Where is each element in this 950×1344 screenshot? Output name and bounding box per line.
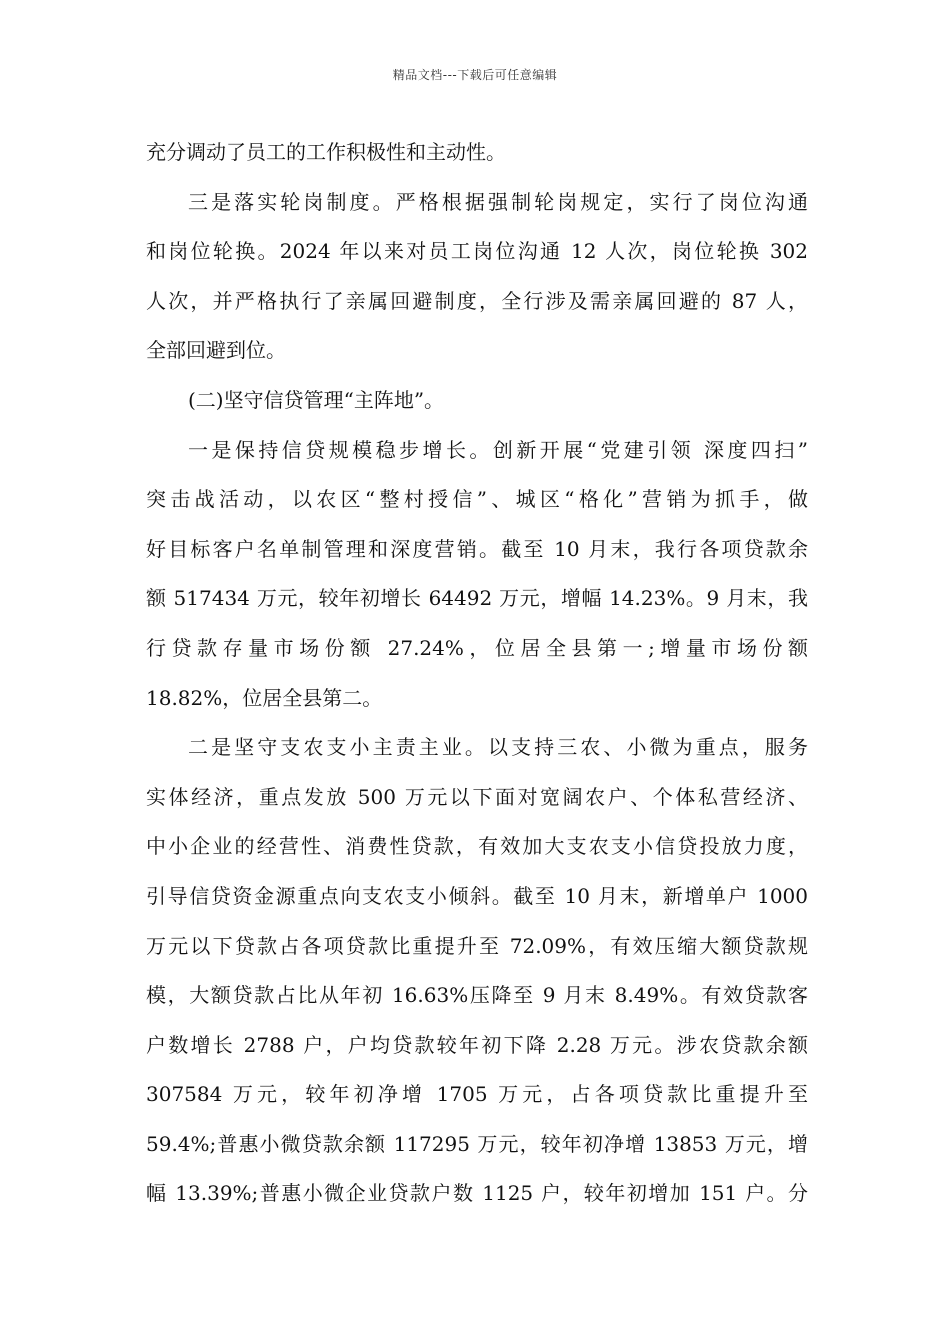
text-line-9: 好目标客户名单制管理和深度营销。截至 10 月末，我行各项贷款余 <box>146 536 808 561</box>
text-line-14: 实体经济，重点发放 500 万元以下面对宽阔农户、个体私营经济、 <box>146 784 808 809</box>
text-line-21: 59.4%;普惠小微贷款余额 117295 万元，较年初净增 13853 万元，增 <box>146 1131 808 1156</box>
text-line-3: 和岗位轮换。2024 年以来对员工岗位沟通 12 人次，岗位轮换 302 <box>146 239 808 264</box>
text-line-13: 二是坚守支农支小主责主业。以支持三农、小微为重点，服务 <box>188 735 808 760</box>
text-line-10: 额 517434 万元，较年初增长 64492 万元，增幅 14.23%。9 月末，我 <box>146 586 808 611</box>
text-line-19: 户数增长 2788 户，户均贷款较年初下降 2.28 万元。涉农贷款余额 <box>146 1032 808 1057</box>
document-body <box>146 128 808 1219</box>
text-line-22: 幅 13.39%;普惠小微企业贷款户数 1125 户，较年初增加 151 户。分 <box>146 1181 808 1206</box>
text-line-12: 18.82%，位居全县第二。 <box>146 685 383 710</box>
text-line-20: 307584 万元，较年初净增 1705 万元，占各项贷款比重提升至 <box>146 1082 808 1107</box>
text-line-11: 行贷款存量市场份额 27.24%，位居全县第一;增量市场份额 <box>146 635 808 660</box>
text-line-1: 充分调动了员工的工作积极性和主动性。 <box>146 140 506 164</box>
text-line-2: 三是落实轮岗制度。严格根据强制轮岗规定，实行了岗位沟通 <box>188 189 808 214</box>
text-line-18: 模，大额贷款占比从年初 16.63%压降至 9 月末 8.49%。有效贷款客 <box>146 983 808 1008</box>
text-line-7: 一是保持信贷规模稳步增长。创新开展“党建引领 深度四扫” <box>188 437 808 462</box>
text-line-4: 人次，并严格执行了亲属回避制度，全行涉及需亲属回避的 87 人， <box>146 288 808 313</box>
text-line-15: 中小企业的经营性、消费性贷款，有效加大支农支小信贷投放力度， <box>146 834 808 859</box>
section-heading: (二)坚守信贷管理“主阵地”。 <box>188 387 445 412</box>
text-line-8: 突击战活动，以农区“整村授信”、城区“格化”营销为抓手，做 <box>146 487 808 512</box>
page-header: 精品文档---下载后可任意编辑 <box>392 68 558 82</box>
text-line-16: 引导信贷资金源重点向支农支小倾斜。截至 10 月末，新增单户 1000 <box>146 883 808 908</box>
text-line-17: 万元以下贷款占各项贷款比重提升至 72.09%，有效压缩大额贷款规 <box>146 933 808 958</box>
text-line-5: 全部回避到位。 <box>146 338 286 363</box>
